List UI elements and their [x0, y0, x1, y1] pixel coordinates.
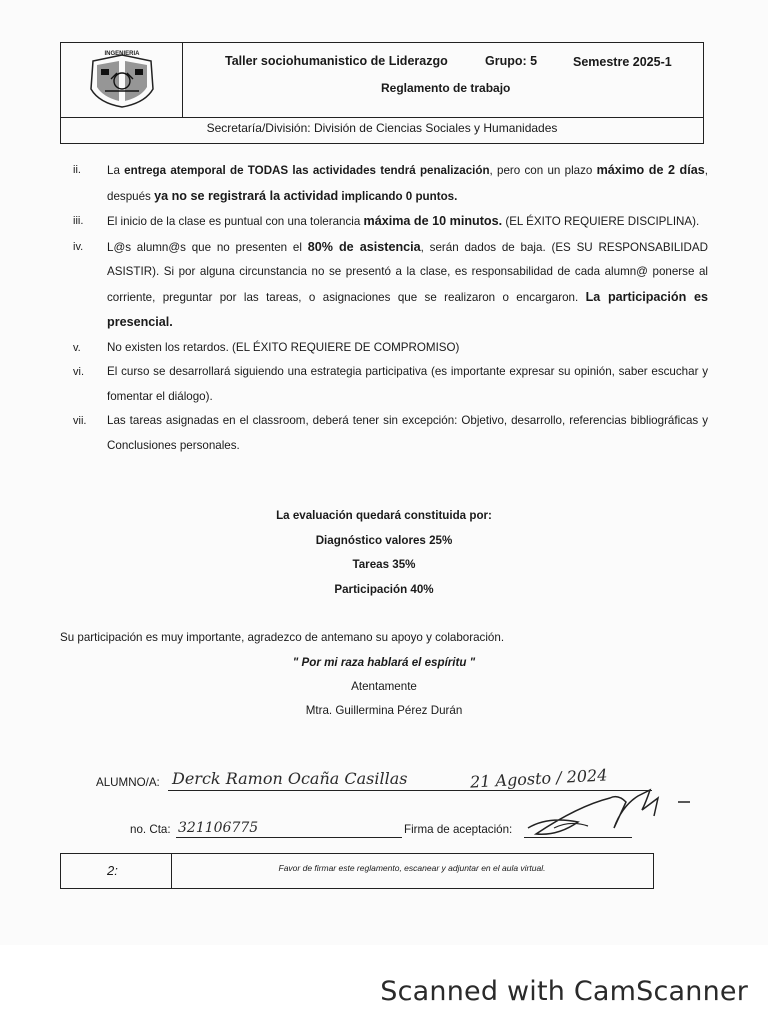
rule-text-segment: , después	[107, 164, 708, 203]
student-label: ALUMNO/A:	[96, 776, 160, 789]
rule-text	[107, 336, 708, 361]
motto: " Por mi raza hablará el espíritu "	[292, 656, 476, 669]
rule-item	[60, 409, 708, 458]
course-title: Taller sociohumanistico de Liderazgo	[225, 54, 448, 68]
rule-item	[60, 360, 708, 409]
rule-item	[60, 158, 708, 209]
camscanner-watermark: Scanned with CamScanner	[380, 976, 748, 1007]
evaluation-heading: La evaluación quedará constituida por:	[276, 509, 492, 522]
rule-text	[107, 360, 708, 409]
teacher-name: Mtra. Guillermina Pérez Durán	[305, 704, 463, 717]
rule-text-segment: La participación es presencial.	[107, 289, 708, 329]
rule-text-segment: ya no se registrará la actividad	[154, 188, 339, 203]
rule-number: vi.	[73, 366, 84, 378]
rule-number: iv.	[73, 240, 84, 253]
document-subtitle: Reglamento de trabajo	[381, 81, 511, 95]
rule-text-segment: (EL ÉXITO REQUIERE DISCIPLINA).	[502, 215, 700, 228]
document-header	[60, 42, 704, 144]
faculty-seal-logo	[61, 43, 183, 117]
closing-thanks: Su participación es muy importante, agradezco de antemano su apoyo y colaboración.	[60, 631, 505, 644]
rule-text-segment: máxima de 10 minutos.	[363, 214, 503, 228]
rule-number: vii.	[73, 415, 87, 427]
rule-item	[60, 209, 708, 235]
logo-cell	[61, 43, 183, 117]
division-label: Secretaría/División: División de Ciencias Sociales y Humanidades	[206, 121, 558, 135]
signature-label: Firma de aceptación:	[404, 823, 513, 836]
closing-regards: Atentamente	[351, 680, 417, 693]
rules-list	[60, 158, 708, 458]
rule-text-segment: implicando 0 puntos.	[338, 189, 458, 203]
rule-text-segment: máximo de 2 días	[596, 163, 705, 177]
evaluation-item: Tareas 35%	[352, 558, 416, 571]
rule-text	[107, 235, 708, 336]
svg-text:INGENIERIA: INGENIERIA	[104, 51, 140, 57]
handwritten-signature	[518, 776, 698, 844]
rule-number: v.	[73, 341, 81, 354]
date-handwritten: 21 Agosto / 2024	[469, 765, 608, 792]
rule-text-segment: , pero con un plazo	[489, 164, 597, 177]
rule-number: ii.	[73, 164, 81, 176]
semester-label: Semestre 2025-1	[573, 55, 672, 69]
student-name-handwritten: Derck Ramon Ocaña Casillas	[172, 769, 408, 788]
rule-text-segment: El inicio de la clase es puntual con una tolerancia	[107, 215, 364, 228]
account-label: no. Cta:	[130, 823, 171, 836]
rule-number: iii.	[73, 215, 84, 227]
rule-text-segment: No existen los retardos. (EL ÉXITO REQUIERE DE COMPROMISO)	[107, 340, 460, 354]
footer-note: Favor de firmar este reglamento, escanear y adjuntar en el aula virtual.	[278, 863, 546, 873]
evaluation-item: Participación 40%	[334, 583, 434, 596]
group-label: Grupo: 5	[485, 54, 538, 68]
rule-text	[107, 209, 708, 235]
rule-text-segment: El curso se desarrollará siguiendo una estrategia participativa (es importante expresar su opinión, saber escuchar y fomentar el diálogo).	[107, 365, 708, 403]
rule-text-segment: L@s alumn@s que no presenten el	[107, 240, 308, 254]
rule-text-segment: La	[107, 164, 125, 177]
rule-text-segment: , serán dados de baja. (ES SU RESPONSABILIDAD ASISTIR). Si por alguna circunstancia no se presentó a la clase, es responsabilidad de cada alumn@ ponerse al corriente, preguntar por las tareas, o asignaciones que se realizaron o encargaron.	[107, 240, 708, 304]
rule-item	[60, 336, 708, 361]
rule-text-segment: entrega atemporal de TODAS las actividades tendrá penalización	[124, 164, 490, 177]
account-line	[176, 837, 402, 838]
rule-item	[60, 235, 708, 336]
rule-text	[107, 409, 708, 458]
rule-text-segment: 80% de asistencia	[307, 239, 421, 254]
account-number-handwritten: 321106775	[178, 820, 259, 836]
page-number: 2:	[107, 863, 118, 878]
rule-text-segment: Las tareas asignadas en el classroom, deberá tener sin excepción: Objetivo, desarrollo, referencias bibliográficas y Conclusiones personales.	[107, 414, 708, 452]
footer-box	[60, 853, 654, 889]
evaluation-item: Diagnóstico valores 25%	[315, 534, 453, 547]
rule-text	[107, 158, 708, 209]
header-row-divider	[61, 117, 703, 118]
